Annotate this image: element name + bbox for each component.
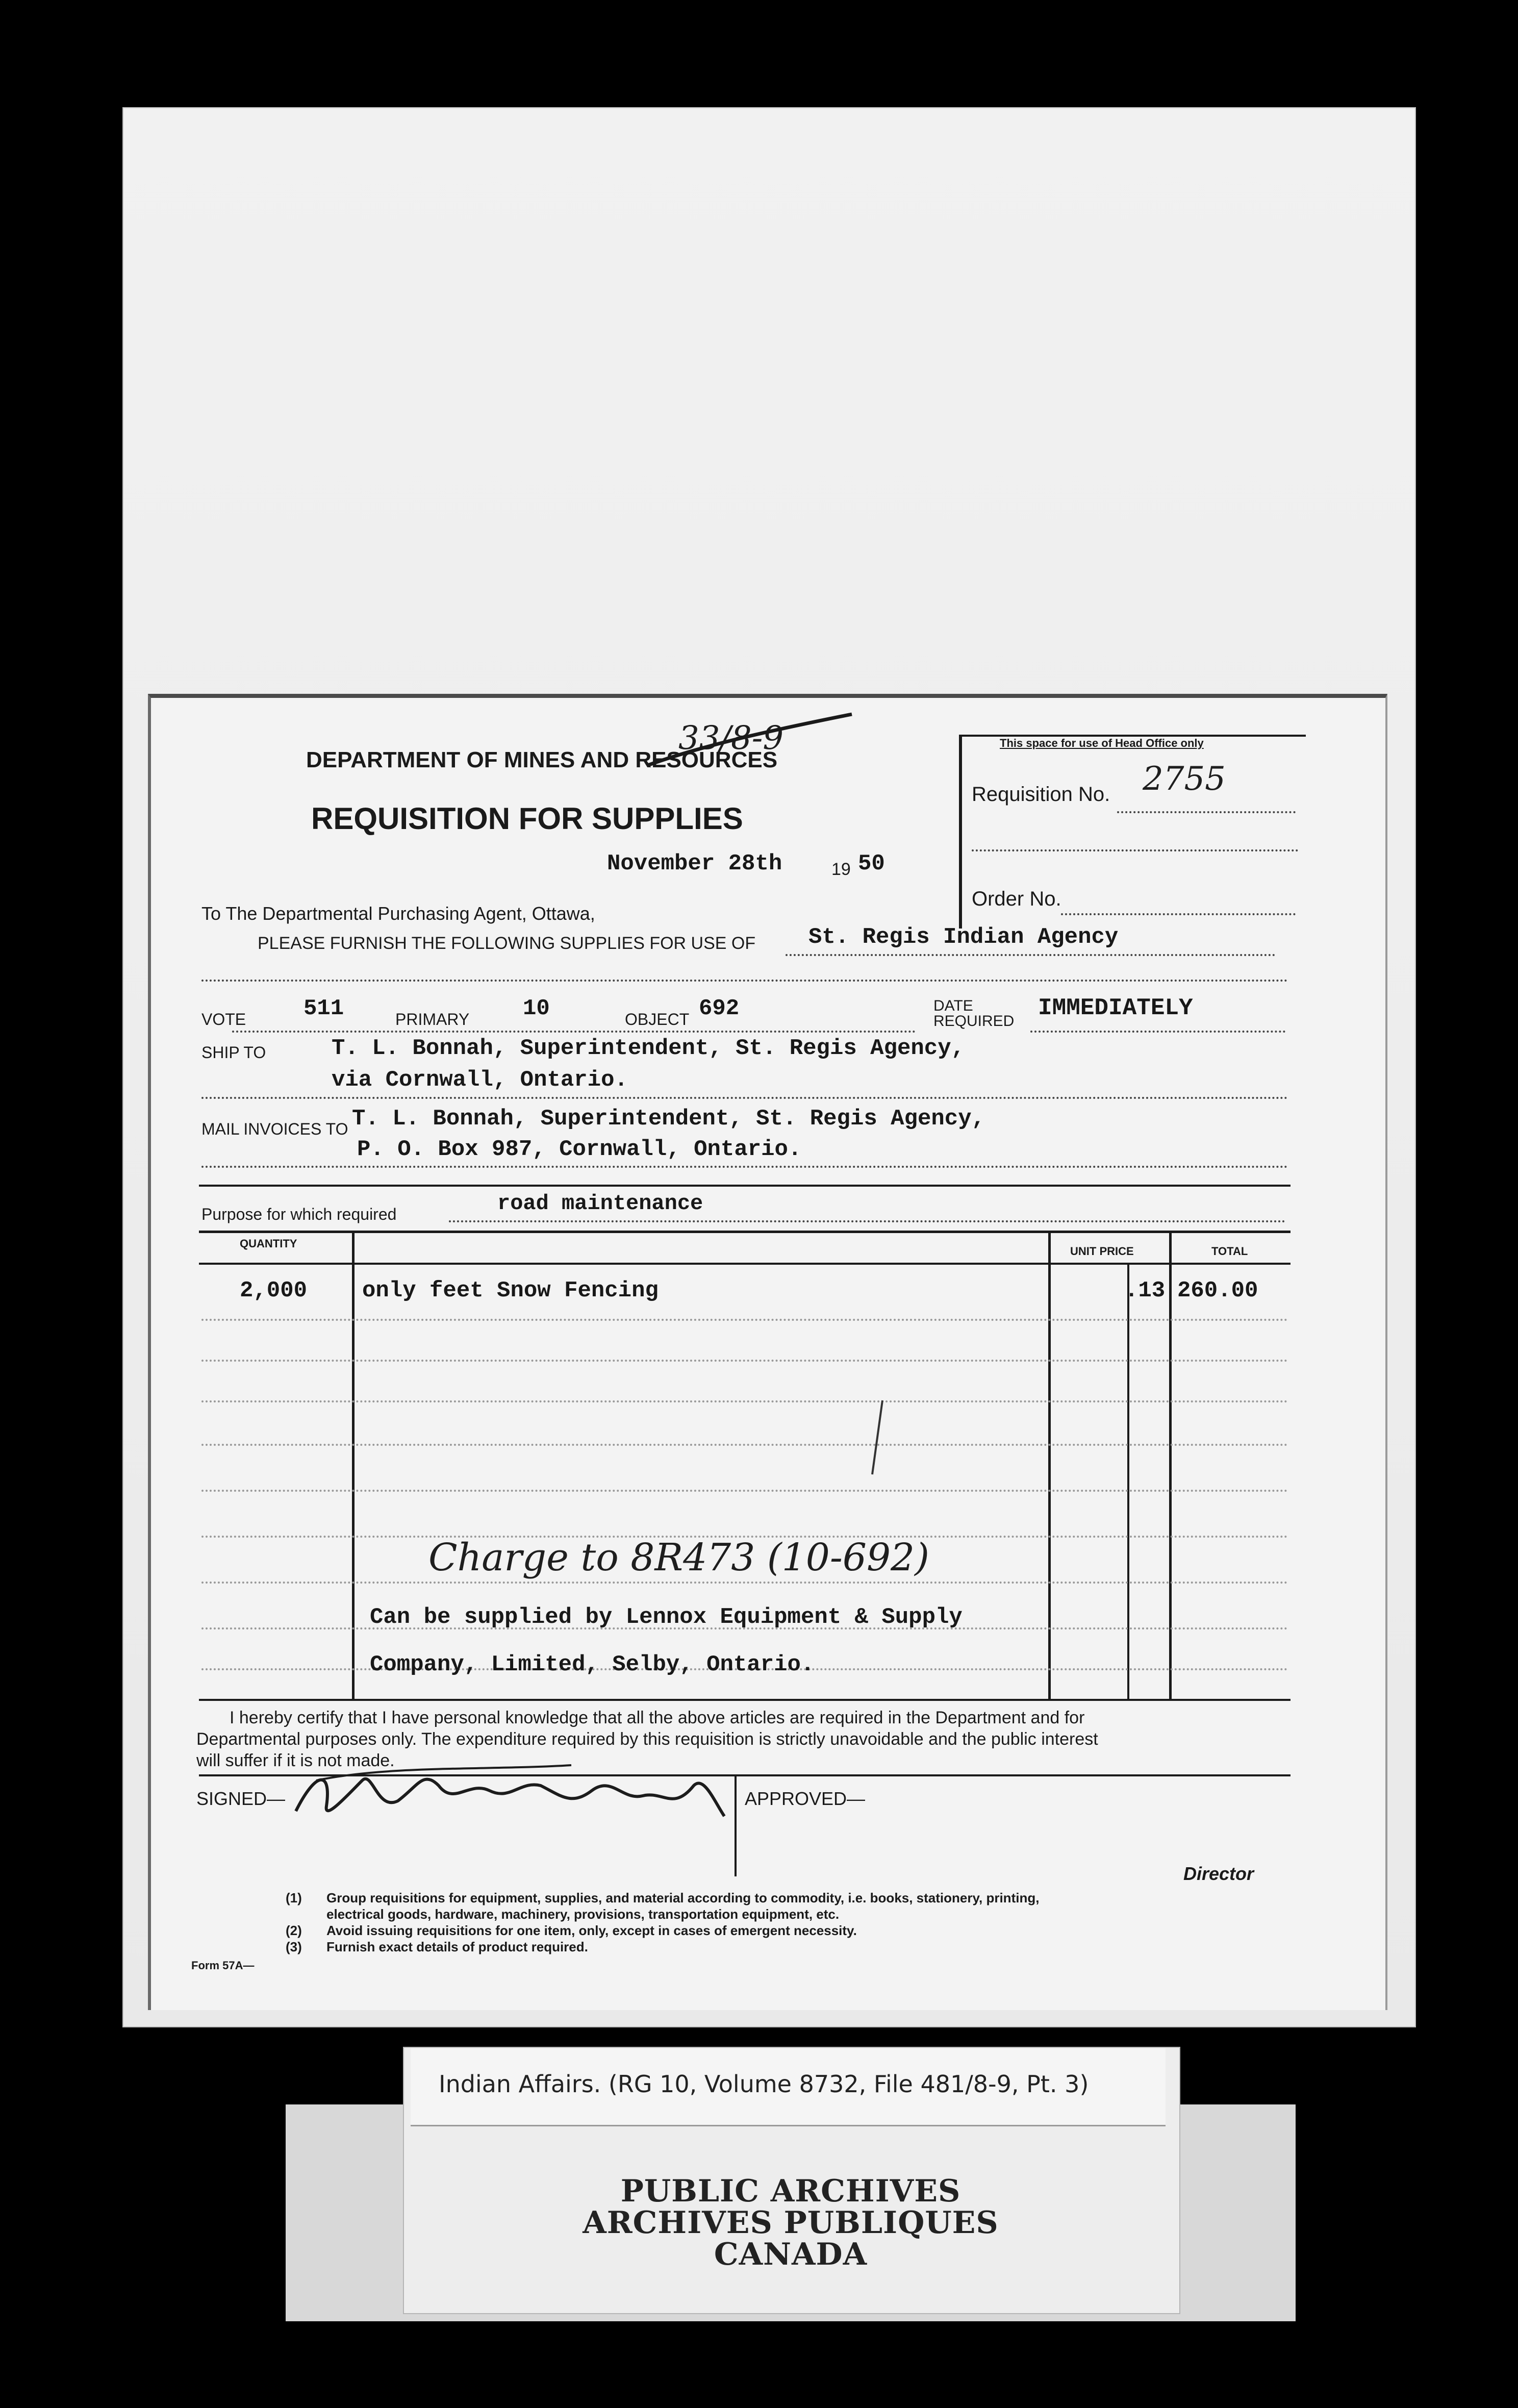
signed-label: SIGNED— bbox=[196, 1788, 286, 1809]
vote-value: 511 bbox=[303, 996, 344, 1021]
approved-label: APPROVED— bbox=[745, 1788, 866, 1809]
furnish-line: PLEASE FURNISH THE FOLLOWING SUPPLIES FOR USE OF bbox=[258, 934, 756, 953]
supplier-line-2: Company, Limited, Selby, Ontario. bbox=[370, 1652, 815, 1677]
archive-stamp-line-2: ARCHIVES PUBLIQUES bbox=[583, 2205, 999, 2241]
item-unit-price: .13 bbox=[1125, 1278, 1166, 1303]
table-top-rule bbox=[199, 1231, 1291, 1233]
note-number: (2) bbox=[286, 1923, 302, 1938]
ship-to-label: SHIP TO bbox=[201, 1043, 266, 1062]
form-title: REQUISITION FOR SUPPLIES bbox=[311, 801, 743, 836]
total-header: TOTAL bbox=[1211, 1245, 1248, 1258]
certification-line-2: Departmental purposes only. The expenditure required by this requisition is strictly unavoidable and the public interest bbox=[196, 1729, 1098, 1749]
pencil-stroke bbox=[867, 1398, 888, 1479]
form-number: Form 57A— bbox=[191, 1959, 255, 1972]
note-text: Group requisitions for equipment, supplies, and material according to commodity, i.e. books, stationery, printing, bbox=[326, 1890, 1040, 1905]
quantity-header: QUANTITY bbox=[240, 1237, 297, 1250]
note-number: (3) bbox=[286, 1939, 302, 1954]
note-number: (1) bbox=[286, 1890, 302, 1905]
vote-label: VOTE bbox=[201, 1010, 246, 1029]
file-reference-handwritten: 33/8-9 bbox=[678, 719, 784, 757]
purpose-label: Purpose for which required bbox=[201, 1205, 397, 1223]
year-suffix: 50 bbox=[858, 851, 885, 876]
mail-line-2: P. O. Box 987, Cornwall, Ontario. bbox=[357, 1137, 802, 1162]
date-required-value: IMMEDIATELY bbox=[1038, 995, 1193, 1021]
order-no-label: Order No. bbox=[972, 888, 1061, 910]
certification-line-1: I hereby certify that I have personal knowledge that all the above articles are required in the Department and for bbox=[230, 1708, 1085, 1727]
agency-name: St. Regis Indian Agency bbox=[808, 924, 1119, 950]
to-line: To The Departmental Purchasing Agent, Ottawa, bbox=[201, 903, 595, 924]
signature bbox=[286, 1750, 735, 1837]
archive-stamp-line-3: CANADA bbox=[714, 2237, 868, 2272]
requisition-no-label: Requisition No. bbox=[972, 783, 1110, 806]
date-text: November 28th bbox=[607, 851, 782, 876]
note-text: electrical goods, hardware, machinery, provisions, transportation equipment, etc. bbox=[326, 1907, 840, 1922]
archive-stamp-line-1: PUBLIC ARCHIVES bbox=[620, 2173, 961, 2209]
certification-line-3: will suffer if it is not made. bbox=[196, 1751, 395, 1770]
required-label: REQUIRED bbox=[933, 1013, 1015, 1030]
mail-invoices-label: MAIL INVOICES TO bbox=[201, 1120, 348, 1138]
director-label: Director bbox=[1183, 1863, 1254, 1884]
supplier-line-1: Can be supplied by Lennox Equipment & Supply bbox=[370, 1604, 963, 1630]
handwritten-charge-note: Charge to 8R473 (10-692) bbox=[428, 1536, 929, 1579]
head-office-note: This space for use of Head Office only bbox=[1000, 737, 1204, 749]
ship-to-line-1: T. L. Bonnah, Superintendent, St. Regis Agency, bbox=[332, 1036, 965, 1061]
unit-price-header: UNIT PRICE bbox=[1070, 1245, 1134, 1258]
purpose-value: road maintenance bbox=[497, 1191, 703, 1216]
archive-reference: Indian Affairs. (RG 10, Volume 8732, File 481/8-9, Pt. 3) bbox=[439, 2070, 1089, 2098]
department-name: DEPARTMENT OF MINES AND RESOURCES bbox=[306, 747, 778, 772]
item-quantity: 2,000 bbox=[240, 1278, 308, 1303]
item-description: only feet Snow Fencing bbox=[362, 1278, 659, 1303]
object-value: 692 bbox=[699, 996, 740, 1021]
primary-label: PRIMARY bbox=[395, 1010, 470, 1029]
primary-value: 10 bbox=[523, 996, 550, 1021]
requisition-number: 2755 bbox=[1143, 760, 1226, 798]
item-total: 260.00 bbox=[1177, 1278, 1258, 1303]
date-label: DATE bbox=[933, 997, 973, 1014]
year-prefix: 19 bbox=[831, 860, 851, 879]
object-label: OBJECT bbox=[625, 1010, 690, 1029]
note-text: Furnish exact details of product required. bbox=[326, 1939, 588, 1954]
note-text: Avoid issuing requisitions for one item, only, except in cases of emergent necessity. bbox=[326, 1923, 857, 1938]
ship-to-line-2: via Cornwall, Ontario. bbox=[332, 1067, 628, 1093]
mail-line-1: T. L. Bonnah, Superintendent, St. Regis Agency, bbox=[352, 1106, 985, 1132]
